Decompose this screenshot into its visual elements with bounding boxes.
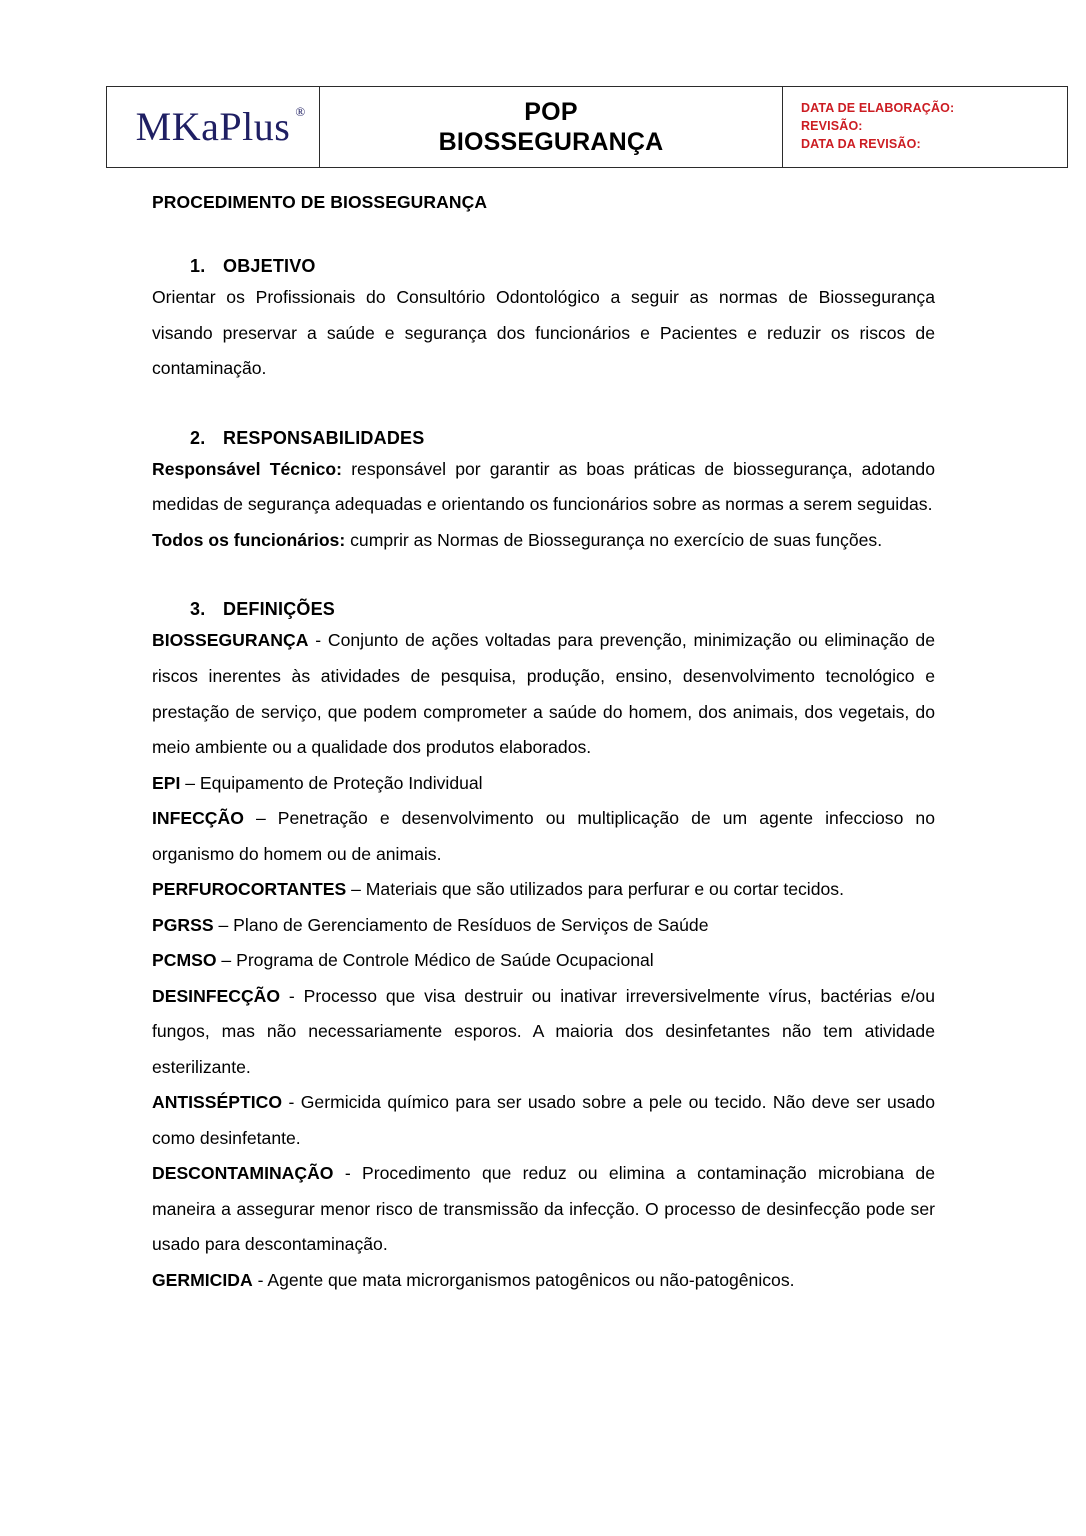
section-number: 3. (190, 599, 206, 620)
section-heading-responsabilidades (190, 425, 935, 452)
term-definition: - Processo que visa destruir ou inativar irreversivelmente vírus, bactérias e/ou fungos, mas não necessariamente esporos. A maioria dos desinfetantes não tem atividade esterilizante. (152, 985, 935, 1077)
term-label: GERMICIDA (152, 1270, 253, 1290)
spacer (152, 215, 935, 253)
term-definition: – Equipamento de Proteção Individual (180, 772, 483, 793)
term-definition: – Programa de Controle Médico de Saúde Ocupacional (216, 950, 654, 971)
term-definition: - Procedimento que reduz ou elimina a contaminação microbiana de maneira a assegurar menor risco de transmissão da infecção. O processo de desinfecção pode ser usado para descontaminação. (152, 1163, 935, 1255)
definition-item (152, 766, 935, 802)
term-label: BIOSSEGURANÇA (152, 630, 309, 651)
page-title: PROCEDIMENTO DE BIOSSEGURANÇA (152, 192, 488, 212)
term-definition: - Agente que mata microrganismos patogênicos ou não-patogênicos. (252, 1270, 795, 1290)
paragraph (152, 523, 935, 559)
definition-item (152, 872, 935, 908)
section-title: RESPONSABILIDADES (223, 427, 425, 448)
term-label: INFECÇÃO (152, 808, 244, 829)
section-number: 2. (190, 427, 206, 448)
definition-item (152, 1156, 935, 1263)
term-definition: – Plano de Gerenciamento de Resíduos de Serviços de Saúde (213, 914, 709, 935)
section-title: OBJETIVO (223, 256, 316, 277)
document-body (152, 189, 935, 1299)
logo-wordmark: MKaPlus (135, 104, 291, 149)
term-label: EPI (152, 772, 181, 793)
definition-item (152, 801, 935, 872)
header-logo-cell (107, 87, 320, 167)
section-heading-definicoes (190, 596, 935, 623)
mkaplus-logo (135, 104, 306, 149)
section-heading-objetivo (190, 253, 935, 280)
meta-line-elaboration-date: DATA DE ELABORAÇÃO: (801, 101, 955, 116)
spacer (152, 387, 935, 425)
document-subject-label: BIOSSEGURANÇA (438, 128, 664, 156)
section-title: DEFINIÇÕES (223, 599, 336, 620)
term-label: DESINFECÇÃO (152, 985, 281, 1006)
document-header-table (106, 86, 1068, 168)
document-type-label: POP (524, 97, 578, 126)
term-definition: - Conjunto de ações voltadas para prevenção, minimização ou eliminação de riscos inerentes às atividades de pesquisa, produção, ensino, desenvolvimento tecnológico e prestação de serviço, que podem comprometer a saúde do homem, dos animais, dos vegetais, do meio ambiente ou a qualidade dos produtos elaborados. (152, 630, 935, 758)
paragraph (152, 452, 935, 523)
term-definition: responsável por garantir as boas práticas de biossegurança, adotando medidas de segurança adequadas e orientando os funcionários sobre as normas a serem seguidas. (152, 458, 935, 515)
section-number: 1. (190, 256, 206, 277)
definition-item (152, 979, 935, 1086)
term-definition: – Materiais que são utilizados para perfurar e ou cortar tecidos. (346, 879, 844, 900)
revision-metadata (801, 100, 954, 153)
header-revision-cell (783, 87, 1067, 167)
term-definition: - Germicida químico para ser usado sobre a pele ou tecido. Não deve ser usado como desinfetante. (152, 1092, 935, 1148)
registered-trademark-icon: ® (295, 104, 306, 119)
header-title-cell (320, 87, 783, 167)
definition-item (152, 1085, 935, 1156)
term-label: Todos os funcionários: (152, 529, 346, 550)
spacer (152, 558, 935, 596)
meta-line-revision: REVISÃO: (801, 119, 863, 134)
term-label: ANTISSÉPTICO (152, 1092, 283, 1113)
term-label: DESCONTAMINAÇÃO (152, 1163, 334, 1184)
term-label: PCMSO (152, 950, 217, 971)
definition-item (152, 1263, 935, 1299)
term-label: PGRSS (152, 914, 214, 935)
meta-line-revision-date: DATA DA REVISÃO: (801, 136, 921, 151)
term-definition: – Penetração e desenvolvimento ou multiplicação de um agente infeccioso no organismo do homem ou de animais. (152, 808, 935, 864)
definition-item (152, 908, 935, 944)
paragraph: Orientar os Profissionais do Consultório Odontológico a seguir as normas de Biossegurança visando preservar a saúde e segurança dos funcionários e Pacientes e reduzir os riscos de contaminação. (152, 287, 935, 379)
term-definition: cumprir as Normas de Biossegurança no exercício de suas funções. (345, 529, 883, 550)
term-label: Responsável Técnico: (152, 458, 343, 479)
term-label: PERFUROCORTANTES (152, 879, 347, 900)
definition-item (152, 943, 935, 979)
definition-item (152, 623, 935, 765)
